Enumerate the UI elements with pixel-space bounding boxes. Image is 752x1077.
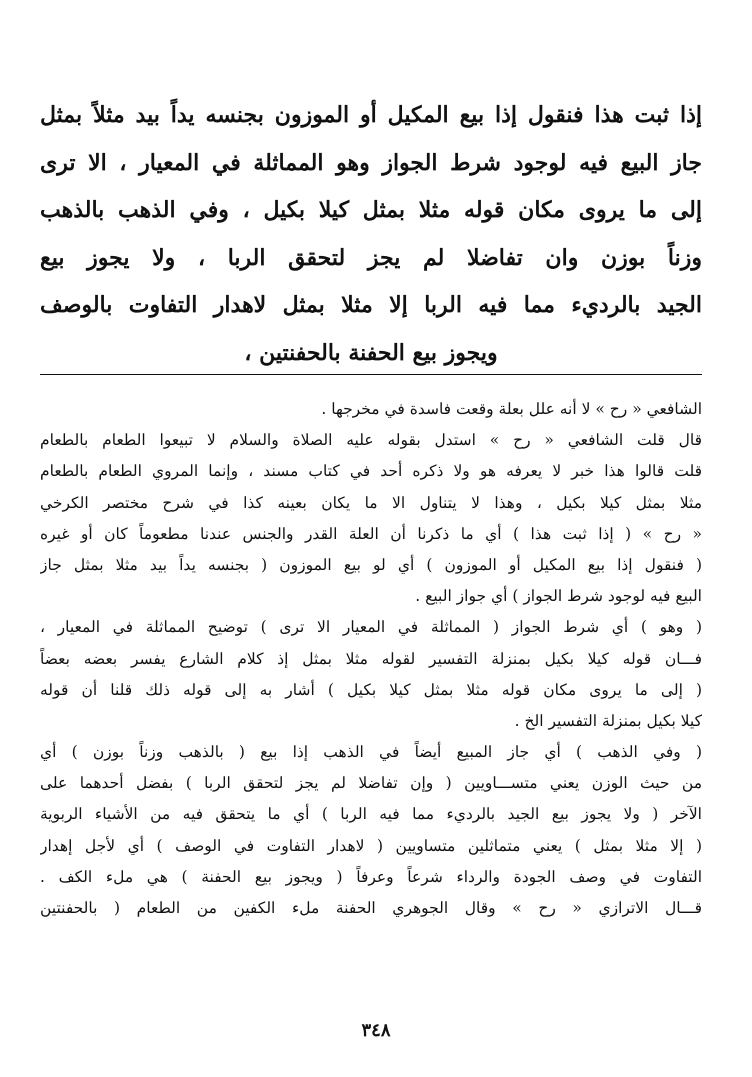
commentary-line: الشافعي « رح » لا أنه علل بعلة وقعت فاسدة في مخرجها .	[321, 400, 702, 418]
commentary-line: ( وهو ) أي شرط الجواز ( المماثلة في المعيار الا ترى ) توضيح المماثلة في المعيار ،	[40, 618, 702, 637]
commentary-line: ( وفي الذهب ) أي جاز المبيع أيضاً في الذهب إذا بيع ( بالذهب وزناً بوزن ) أي	[40, 743, 702, 762]
commentary-line: البيع فيه لوجود شرط الجواز ) أي جواز البيع .	[415, 587, 702, 606]
main-text-line: إذا ثبت هذا فنقول إذا بيع المكيل أو الموزون بجنسه يداً بيد مثلاً بمثل	[40, 102, 702, 128]
main-text-line: وزناً بوزن وان تفاضلا لم يجز لتحقق الربا ، ولا يجوز بيع	[40, 244, 702, 271]
commentary-line: ( إلى ما يروى مكان قوله مثلا بمثل كيلا بكيل ) أشار به إلى قوله ذلك قلنا أن قوله	[40, 680, 702, 699]
commentary-line: ( فنقول إذا بيع المكيل أو الموزون ) أي لو بيع الموزون ( بجنسه يداً بيد مثلا بمثل جاز	[40, 555, 702, 574]
main-text-line: الجيد بالرديء مما فيه الربا إلا مثلا بمثل لاهدار التفاوت بالوصف	[40, 292, 702, 318]
main-text-line: إلى ما يروى مكان قوله مثلا بمثل كيلا بكيل ، وفي الذهب بالذهب	[40, 197, 702, 223]
page-number: ٣٤٨	[361, 1020, 391, 1041]
commentary-line: التفاوت في وصف الجودة والرداء شرعاً وعرفاً ( ويجوز بيع الحفنة ) هي ملء الكف .	[40, 867, 702, 886]
commentary-line: من حيث الوزن يعني متســـاويين ( وإن تفاضلا لم يجز لتحقق الربا ) بفضل أحدهما على	[40, 774, 702, 793]
commentary-line: الآخر ( ولا يجوز بيع الجيد بالرديء مما فيه الربا ) أي ما يتحقق فيه من الأشياء الربوية	[40, 805, 702, 824]
commentary-line: « رح » ( إذا ثبت هذا ) أي ما ذكرنا أن العلة القدر والجنس عندنا مطعوماً كان أو غيره	[40, 524, 702, 543]
main-text-block	[40, 92, 702, 377]
commentary-line: فـــان قوله كيلا بكيل بمنزلة التفسير لقوله مثلا بمثل إذ كلام الشارع يفسر بعضه بعضاً	[40, 649, 702, 668]
commentary-line: قال قلت الشافعي « رح » استدل بقوله عليه الصلاة والسلام لا تبيعوا الطعام بالطعام	[40, 431, 702, 450]
main-text-line: جاز البيع فيه لوجود شرط الجواز وهو المماثلة في المعيار ، الا ترى	[40, 149, 702, 176]
section-divider	[40, 374, 702, 375]
commentary-line: كيلا بكيل بمنزلة التفسير الخ .	[514, 711, 702, 730]
main-text-line: ويجوز بيع الحفنة بالحفنتين ،	[244, 339, 498, 366]
commentary-line: قلت قالوا هذا خبر لا يعرفه هو ولا ذكره أحد في كتاب مسند ، وإنما المروي الطعام بالطعام	[40, 462, 702, 481]
commentary-line: مثلا بمثل كيلا بكيل ، وهذا لا يتناول الا ما يكان بعينه كذا في شرح مختصر الكرخي	[40, 493, 702, 512]
commentary-line: قـــال الاترازي « رح » وقال الجوهري الحفنة ملء الكفين من الطعام ( بالحفنتين	[40, 899, 702, 917]
commentary-block	[40, 394, 702, 924]
commentary-line: ( إلا مثلا بمثل ) يعني متماثلين متساويين ( لاهدار التفاوت في الوصف ) أي لأجل إهدار	[40, 836, 702, 855]
